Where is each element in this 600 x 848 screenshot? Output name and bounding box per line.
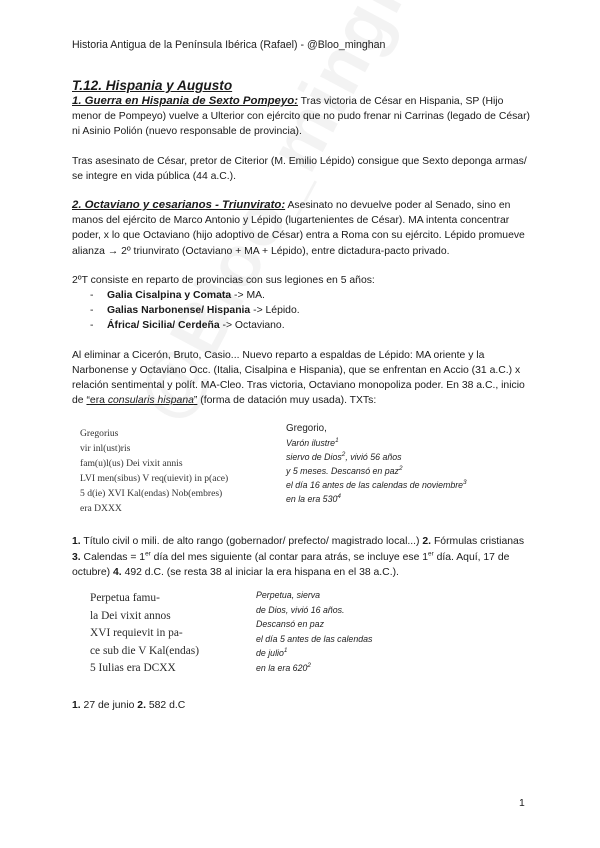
list-item: - Galia Cisalpina y Comata -> MA.	[90, 288, 530, 303]
inscription-1-latin: Gregorius vir inl(ust)ris fam(u)l(us) Dei vixit annis LVI men(sibus) V req(uievit) in p(ace) 5 d(ie) XVI Kal(endas) Nob(embres) era DXXX	[80, 428, 229, 515]
inscription-2-translation: Perpetua, sierva de Dios, vivió 16 años. Descansó en paz el día 5 antes de las calendas de julio$^1$ en la era $620^2$	[256, 590, 373, 674]
section2-body: Asesinato no devuelve poder al Senado, sino en manos del ejército de Marco Antonio y Lépido (lugartenientes de César). MA intenta concentrar poder, x lo que Octaviano (hijo adoptivo de César) entra a Roma con su ejército. Lépido promueve alianza → 2º triunvirato (Octaviano + MA + Lépido), entre dictadura-pacto privado.	[72, 200, 525, 257]
page-title: T.12. Hispania y Augusto	[72, 78, 233, 93]
section1-body: Tras victoria de César en Hispania, SP (Hijo menor de Pompeyo) vuelve a Ulterior con ejército que no pudo frenar ni Carrinas (legado de César) ni Asinio Polión (nuevo responsable de provincia).	[72, 96, 531, 138]
notes-2: 1. 27 de junio 2. 582 d.C	[72, 700, 186, 712]
notes-1: 1. Título civil o mili. de alto rango (gobernador/ prefecto/ magistrado local...) 2. Fórmulas cristianas 3. Calendas = 1er día del mes siguiente (al contar para atrás, se incluye ese 1er día. Aquí, 17 de octubre) 4. 492 d.C. (se resta 38 al iniciar la era hispana en el 38 a.C.).	[72, 536, 525, 578]
page-number: 1	[519, 798, 525, 809]
section1-paragraph-2: Tras asesinato de César, pretor de Citerior (M. Emilio Lépido) consigue que Sexto deponga armas/ se integre en vida pública (44 a.C.).	[72, 155, 527, 182]
page-content	[72, 78, 530, 713]
province-list	[72, 288, 530, 334]
page-header: Historia Antigua de la Península Ibérica (Rafael) - @Bloo_minghan	[72, 39, 386, 51]
section1-heading: 1. Guerra en Hispania de Sexto Pompeyo:	[72, 95, 298, 107]
era-consularis-hispana: “era consularis hispana”	[86, 395, 198, 407]
inscription-2-latin: Perpetua famu- la Dei vixit annos XVI requievit in pa- ce sub die V Kal(endas) 5 Iulias era DCXX	[90, 592, 200, 675]
list-item: - Galias Narbonense/ Hispania -> Lépido.	[90, 303, 530, 318]
inscription-2	[72, 580, 530, 698]
inscription-1	[72, 416, 530, 534]
section2-heading: 2. Octaviano y cesarianos - Triunvirato:	[72, 199, 286, 212]
section1-paragraph	[72, 94, 530, 140]
section2-paragraph-3: Al eliminar a Cicerón, Bruto, Casio... Nuevo reparto a espaldas de Lépido: MA oriente y la Narbonense y Octaviano Occ. (Italia, Cisalpina e Hispania), que se enfrentan en Accio (31 a.C.) x relación sentimental y polít. MA-Cleo. Tras victoria, Octaviano monopoliza poder. En 38 a.C., inicio de “era consularis hispana” (forma de datación muy usada). TXTs:	[72, 349, 525, 407]
section2-paragraph-2: 2ºT consiste en reparto de provincias con sus legiones en 5 años:	[72, 274, 375, 286]
list-item: - África/ Sicilia/ Cerdeña -> Octaviano.	[90, 318, 530, 333]
section2-paragraph	[72, 198, 530, 259]
inscription-1-translation: Gregorio, Varón ilustre$^1$ siervo de Dios$^2$, vivió 56 años y 5 meses. Descansó en paz$^2$ el día 16 antes de las calendas de noviembre$^3$ en la era $530^4$	[286, 423, 467, 505]
